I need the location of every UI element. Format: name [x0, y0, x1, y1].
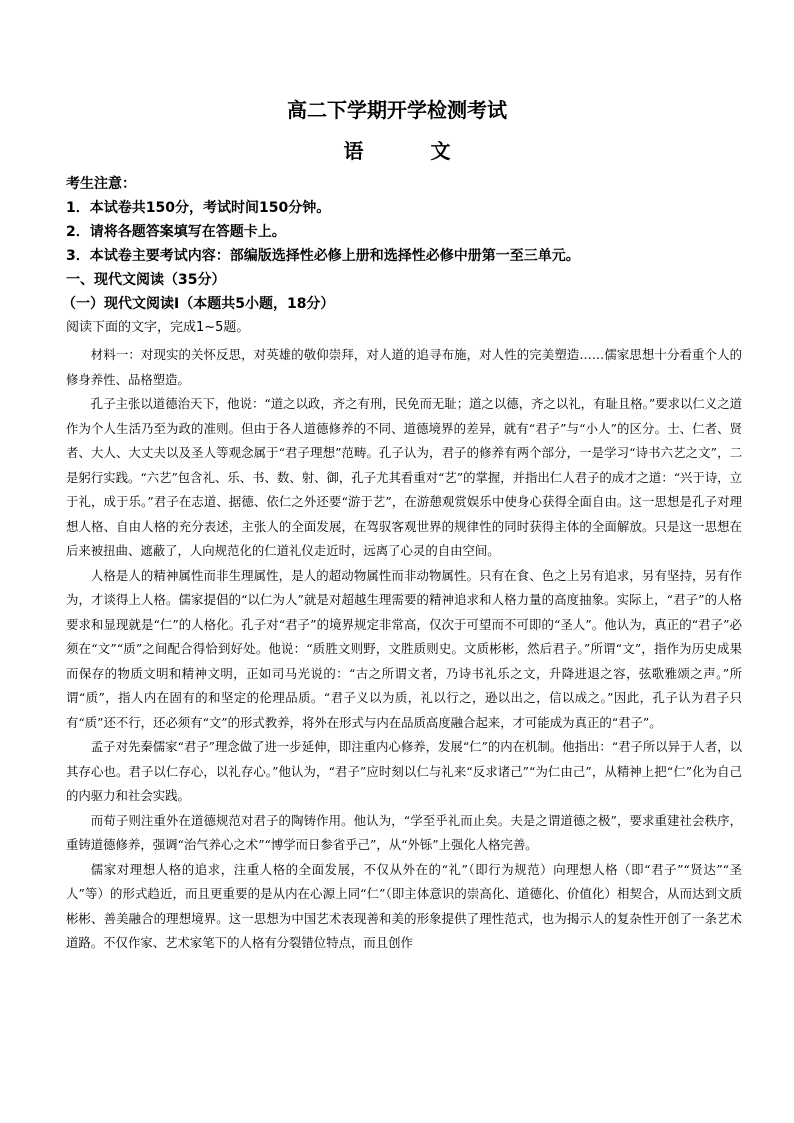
passage-paragraph-4: 孟子对先秦儒家“君子”理念做了进一步延伸，即注重内心修养，发展“仁”的内在机制。他指出：“君子所以异于人者，以其存心也。君子以仁存心，以礼存心。”他认为，“君子”应时刻以仁与礼来“反求诸己”“为仁由己”，从精神上把“仁”化为自己的内驱力和社会实践。 — [66, 739, 742, 803]
notice-label: 考生注意： — [66, 176, 136, 192]
passage-paragraph-1: 材料一：对现实的关怀反思，对英雄的敬仰崇拜，对人道的追寻布施，对人性的完美塑造……儒家思想十分看重个人的修身养性、品格塑造。 — [66, 347, 742, 387]
exam-header-block — [62, 172, 746, 339]
passage-paragraph-2: 孔子主张以道德治天下，他说：“道之以政，齐之有刑，民免而无耻；道之以德，齐之以礼，有耻且格。”要求以仁义之道作为个人生活乃至为政的准则。但由于各人道德修养的不同、道德境界的差异，就有“君子”与“小人”的区分。士、仁者、贤者、大人、大丈夫以及圣人等观念属于“君子理想”范畴。孔子认为，君子的修养有两个部分，一是学习“诗书六艺之文”，二是躬行实践。“六艺”包含礼、乐、书、数、射、御，孔子尤其看重对“艺”的掌握，并指出仁人君子的成才之道：“兴于诗，立于礼，成于乐。”君子在志道、据德、依仁之外还要“游于艺”，在游憩观赏娱乐中使身心获得全面自由。这一思想是孔子对理想人格、自由人格的充分表述，主张人的全面发展，在驾驭客观世界的规律性的同时获得主体的全面解放。只是这一思想在后来被扭曲、遮蔽了，人向规范化的仁道礼仪走近时，远离了心灵的自由空间。 — [66, 396, 742, 558]
section-subheading: （一）现代文阅读Ⅰ（本题共5小题，18分） — [62, 296, 335, 312]
notice-item-2: 2．请将各题答案填写在答题卡上。 — [66, 224, 286, 240]
reading-instruction: 阅读下面的文字，完成1~5题。 — [66, 320, 250, 335]
passage-paragraph-3: 人格是人的精神属性而非生理属性，是人的超动物属性而非动物属性。只有在食、色之上另有追求，另有坚持，另有作为，才谈得上人格。儒家提倡的“以仁为人”就是对超越生理需要的精神追求和人格力量的高度抽象。实际上，“君子”的人格要求和显现就是“仁”的人格化。孔子对“君子”的境界规定非常高，仅次于可望而不可即的“圣人”。他认为，真正的“君子”必须在“文”“质”之间配合得恰到好处。他说：“质胜文则野，文胜质则史。文质彬彬，然后君子。”所谓“文”，指作为历史成果而保存的物质文明和精神文明，正如司马光说的：“古之所谓文者，乃诗书礼乐之文，升降进退之容，弦歌雅颂之声。”所谓“质”，指人内在固有的和坚定的伦理品质。“君子义以为质，礼以行之，逊以出之，信以成之。”因此，孔子认为君子只有“质”还不行，还必须有“文”的形式教养，将外在形式与内在品质高度融合起来，才可能成为真正的“君子”。 — [66, 567, 742, 730]
notice-item-3: 3．本试卷主要考试内容：部编版选择性必修上册和选择性必修中册第一至三单元。 — [66, 248, 580, 264]
notice-item-1: 1．本试卷共150分，考试时间150分钟。 — [66, 200, 331, 216]
reading-passage — [66, 343, 742, 956]
passage-paragraph-5: 而荀子则注重外在道德规范对君子的陶铸作用。他认为，“学至乎礼而止矣。夫是之谓道德之极”，要求重建社会秩序，重铸道德修养，强调“治气养心之术”“博学而日参省乎己”，从“外铄”上强化人格完善。 — [66, 812, 742, 852]
section-heading: 一、现代文阅读（35分） — [66, 272, 226, 288]
passage-paragraph-6: 儒家对理想人格的追求，注重人格的全面发展，不仅从外在的“礼”（即行为规范）向理想人格（即“君子”“贤达”“圣人”等）的形式趋近，而且更重要的是从内在心源上同“仁”（即主体意识的崇高化、道德化、价值化）相契合，从而达到文质彬彬、善美融合的理想境界。这一思想为中国艺术表现善和美的形象提供了理性范式，也为揭示人的复杂性开创了一条艺术道路。不仅作家、艺术家笔下的人格有分裂错位特点，而且创作 — [66, 861, 742, 950]
subject-title: 语 文 — [343, 139, 481, 163]
exam-title: 高二下学期开学检测考试 — [287, 98, 507, 122]
